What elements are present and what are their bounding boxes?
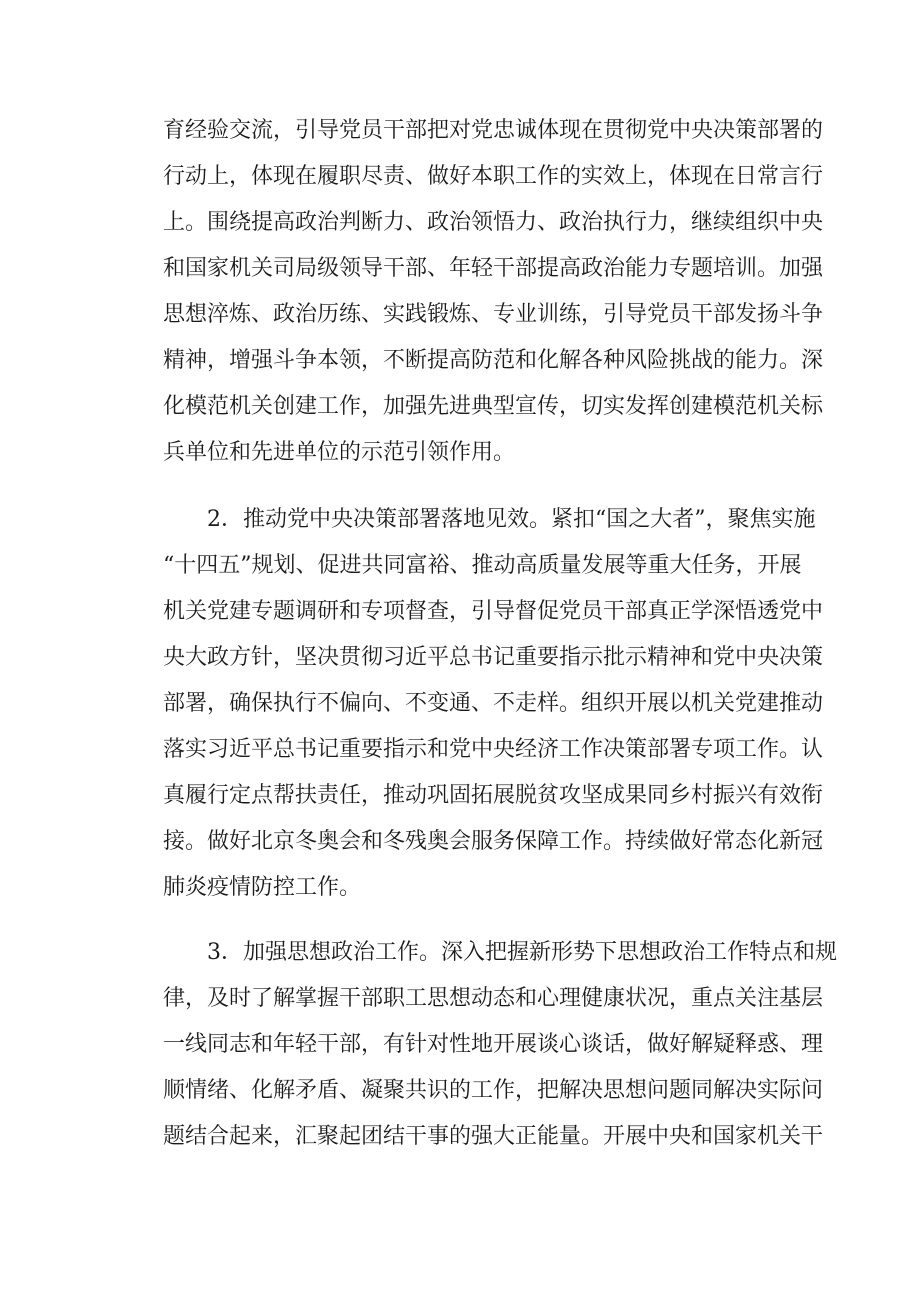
text-line: 肺炎疫情防控工作。	[163, 875, 362, 900]
text-line: 兵单位和先进单位的示范引领作用。	[163, 440, 516, 465]
text-line: 部署，确保执行不偏向、不变通、不走样。组织开展以机关党建推动	[163, 691, 824, 716]
text-line: 化模范机关创建工作，加强先进典型宣传，切实发挥创建模范机关标	[163, 394, 824, 419]
text-line: 央大政方针，坚决贯彻习近平总书记重要指示批示精神和党中央决策	[163, 645, 824, 670]
text-line: 2．推动党中央决策部署落地见效。紧扣“国之大者”，聚焦实施	[207, 507, 816, 532]
text-line: 落实习近平总书记重要指示和党中央经济工作决策部署专项工作。认	[163, 737, 824, 762]
text-line: “十四五”规划、促进共同富裕、推动高质量发展等重大任务，开展	[163, 553, 802, 578]
text-line: 顺情绪、化解矛盾、凝聚共识的工作，把解决思想问题同解决实际问	[163, 1078, 824, 1103]
paragraph-3	[163, 930, 837, 1160]
paragraph-2	[163, 497, 824, 911]
text-line: 机关党建专题调研和专项督查，引导督促党员干部真正学深悟透党中	[163, 599, 824, 624]
text-line: 行动上，体现在履职尽责、做好本职工作的实效上，体现在日常言行	[163, 164, 824, 189]
text-line: 育经验交流，引导党员干部把对党忠诚体现在贯彻党中央决策部署的	[163, 118, 824, 143]
text-line: 真履行定点帮扶责任，推动巩固拓展脱贫攻坚成果同乡村振兴有效衔	[163, 783, 824, 808]
text-line: 题结合起来，汇聚起团结干事的强大正能量。开展中央和国家机关干	[163, 1124, 824, 1149]
text-line: 3．加强思想政治工作。深入把握新形势下思想政治工作特点和规	[207, 940, 837, 965]
text-line: 上。围绕提高政治判断力、政治领悟力、政治执行力，继续组织中央	[163, 210, 824, 235]
text-line: 精神，增强斗争本领，不断提高防范和化解各种风险挑战的能力。深	[163, 348, 824, 373]
text-line: 和国家机关司局级领导干部、年轻干部提高政治能力专题培训。加强	[163, 256, 824, 281]
text-line: 律，及时了解掌握干部职工思想动态和心理健康状况，重点关注基层	[163, 986, 824, 1011]
paragraph-1	[163, 108, 824, 476]
text-line: 思想淬炼、政治历练、实践锻炼、专业训练，引导党员干部发扬斗争	[163, 302, 824, 327]
text-line: 一线同志和年轻干部，有针对性地开展谈心谈话，做好解疑释惑、理	[163, 1032, 824, 1057]
text-line: 接。做好北京冬奥会和冬残奥会服务保障工作。持续做好常态化新冠	[163, 829, 824, 854]
